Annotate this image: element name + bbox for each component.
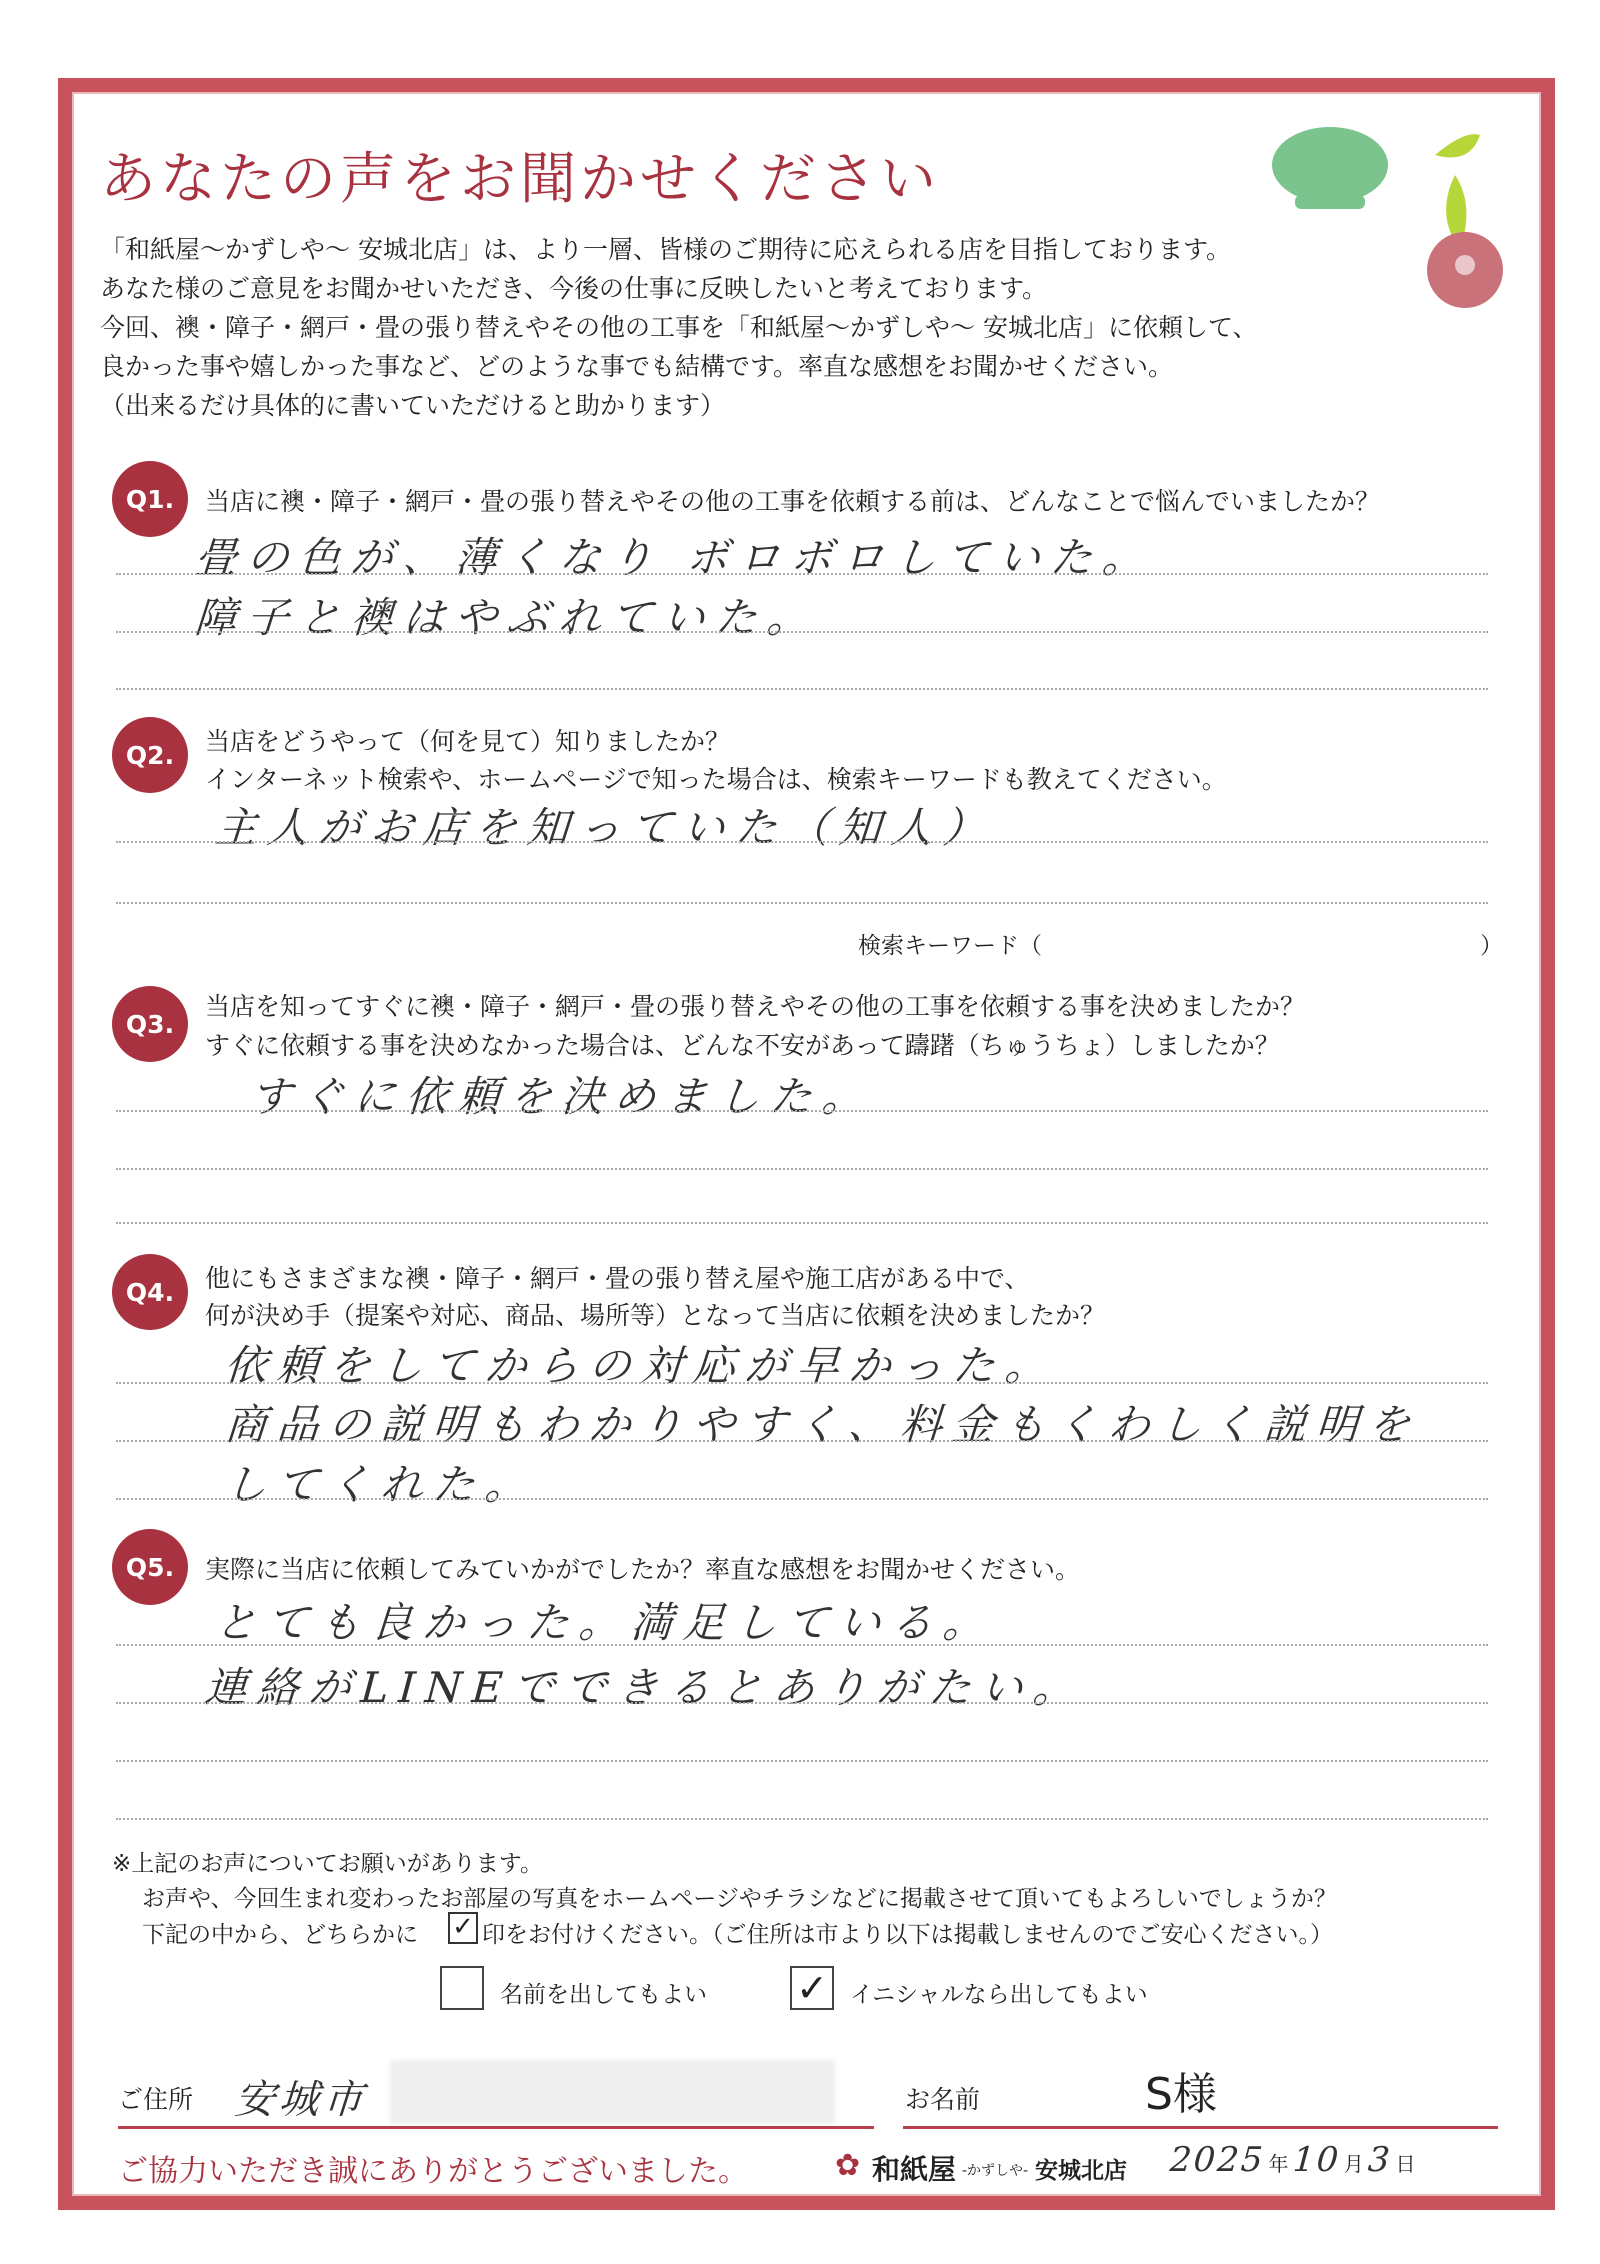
- q5-answer: とても良かった。満足している。: [213, 1598, 997, 1647]
- answer-line: [116, 1760, 1488, 1762]
- intro-line: あなた様のご意見をお聞かせいただき、今後の仕事に反映したいと考えております。: [100, 274, 1048, 303]
- notice-text: 下記の中から、どちらかに: [142, 1922, 418, 1948]
- answer-line: [116, 631, 1488, 633]
- name-label: お名前: [905, 2085, 981, 2114]
- q3-text: 当店を知ってすぐに襖・障子・網戸・畳の張り替えやその他の工事を依頼する事を決めましたか？: [205, 992, 1306, 1021]
- option-name-checkbox[interactable]: [440, 1966, 484, 2010]
- q2-text: インターネット検索や、ホームページで知った場合は、検索キーワードも教えてください。: [205, 765, 1227, 794]
- q1-answer: 障子と襖はやぶれていた。: [193, 593, 821, 642]
- q2-badge: Q2.: [112, 717, 188, 793]
- intro-line: （出来るだけ具体的に書いていただけると助かります）: [100, 391, 726, 420]
- address-label: ご住所: [118, 2085, 194, 2114]
- answer-line: [116, 1818, 1488, 1820]
- plum-blossom-icon: [1420, 225, 1510, 315]
- notice-heading: ※上記のお声についてお願いがあります。: [112, 1851, 543, 1877]
- name-value: S様: [1145, 2069, 1217, 2120]
- keyword-close: ）: [1480, 933, 1503, 959]
- date: [1170, 2140, 1415, 2180]
- q4-badge: Q4.: [112, 1254, 188, 1330]
- address-value: 安城市: [233, 2077, 369, 2123]
- q3-badge: Q3.: [112, 986, 188, 1062]
- q4-text: 何が決め手（提案や対応、商品、場所等）となって当店に依頼を決めましたか？: [205, 1301, 1106, 1330]
- answer-line: [116, 1702, 1488, 1704]
- answer-line: [116, 1382, 1488, 1384]
- brand-sub: -かずしや-: [962, 2163, 1029, 2179]
- date-month-unit: 月: [1343, 2152, 1364, 2176]
- option-initial-label: イニシャルなら出してもよい: [850, 1982, 1148, 2008]
- notice-text: お声や、今回生まれ変わったお部屋の写真をホームページやチラシなどに掲載させて頂いてもよろしいでしょうか？: [142, 1886, 1337, 1912]
- q1-badge: Q1.: [112, 461, 188, 537]
- intro-line: 「和紙屋～かずしや～ 安城北店」は、より一層、皆様のご期待に応えられる店を目指しております。: [100, 235, 1231, 264]
- answer-line: [116, 1168, 1488, 1170]
- option-name-label: 名前を出してもよい: [500, 1982, 707, 2008]
- q5-answer: 連絡がLINEでできるとありがたい。: [203, 1663, 1087, 1712]
- q3-text: すぐに依頼する事を決めなかった場合は、どんな不安があって躊躇（ちゅうちょ）しましたか？: [205, 1031, 1280, 1060]
- brand-name: 和紙屋: [872, 2153, 957, 2186]
- q5-text: 実際に当店に依頼してみていかがでしたか？率直な感想をお聞かせください。: [205, 1555, 1081, 1584]
- q4-answer: してくれた。: [223, 1460, 539, 1509]
- date-day-unit: 日: [1395, 2152, 1416, 2176]
- thanks-message: ご協力いただき誠にありがとうございました。: [118, 2154, 748, 2189]
- answer-line: [116, 1498, 1488, 1500]
- answer-line: [116, 1222, 1488, 1224]
- date-day: 3: [1366, 2140, 1393, 2180]
- q1-answer: 畳の色が、薄くなり ボロボロしていた。: [193, 533, 1156, 582]
- answer-line: [116, 841, 1488, 843]
- option-initial-checkbox[interactable]: ✓: [790, 1966, 834, 2010]
- q3-answer: すぐに依頼を決めました。: [248, 1072, 876, 1121]
- q5-badge: Q5.: [112, 1529, 188, 1605]
- q4-answer: 商品の説明もわかりやすく、料金もくわしく説明を: [223, 1400, 1422, 1449]
- answer-line: [116, 1440, 1488, 1442]
- q4-answer: 依頼をしてからの対応が早かった。: [223, 1341, 1059, 1390]
- intro-line: 良かった事や嬉しかった事など、どのような事でも結構です。率直な感想をお聞かせください。: [100, 352, 1174, 381]
- redacted-address: [390, 2060, 835, 2124]
- intro-line: 今回、襖・障子・網戸・畳の張り替えやその他の工事を「和紙屋～かずしや～ 安城北店」に依頼して、: [100, 313, 1258, 342]
- q1-text: 当店に襖・障子・網戸・畳の張り替えやその他の工事を依頼する前は、どんなことで悩んでいましたか？: [205, 487, 1381, 516]
- answer-line: [116, 902, 1488, 904]
- keyword-label: 検索キーワード（: [858, 933, 1042, 959]
- address-underline: [118, 2126, 874, 2129]
- q2-text: 当店をどうやって（何を見て）知りましたか？: [205, 727, 731, 756]
- brand-store: 安城北店: [1035, 2158, 1127, 2184]
- date-month: 10: [1291, 2140, 1342, 2180]
- date-year-unit: 年: [1268, 2152, 1289, 2176]
- answer-line: [116, 1110, 1488, 1112]
- q4-text: 他にもさまざまな襖・障子・網戸・畳の張り替え屋や施工店がある中で、: [205, 1264, 1030, 1293]
- check-mark-icon: ✓: [448, 1912, 478, 1944]
- answer-line: [116, 1644, 1488, 1646]
- brand-logo-icon: ✿: [835, 2148, 861, 2183]
- answer-line: [116, 688, 1488, 690]
- page-title: あなたの声をお聞かせください: [100, 147, 940, 212]
- notice-text: 印をお付けください。（ご住所は市より以下は掲載しませんのでご安心ください。）: [482, 1922, 1333, 1948]
- answer-line: [116, 573, 1488, 575]
- name-underline: [903, 2126, 1498, 2129]
- date-year: 2025: [1168, 2140, 1266, 2180]
- q2-answer: 主人がお店を知っていた（知人）: [213, 803, 997, 852]
